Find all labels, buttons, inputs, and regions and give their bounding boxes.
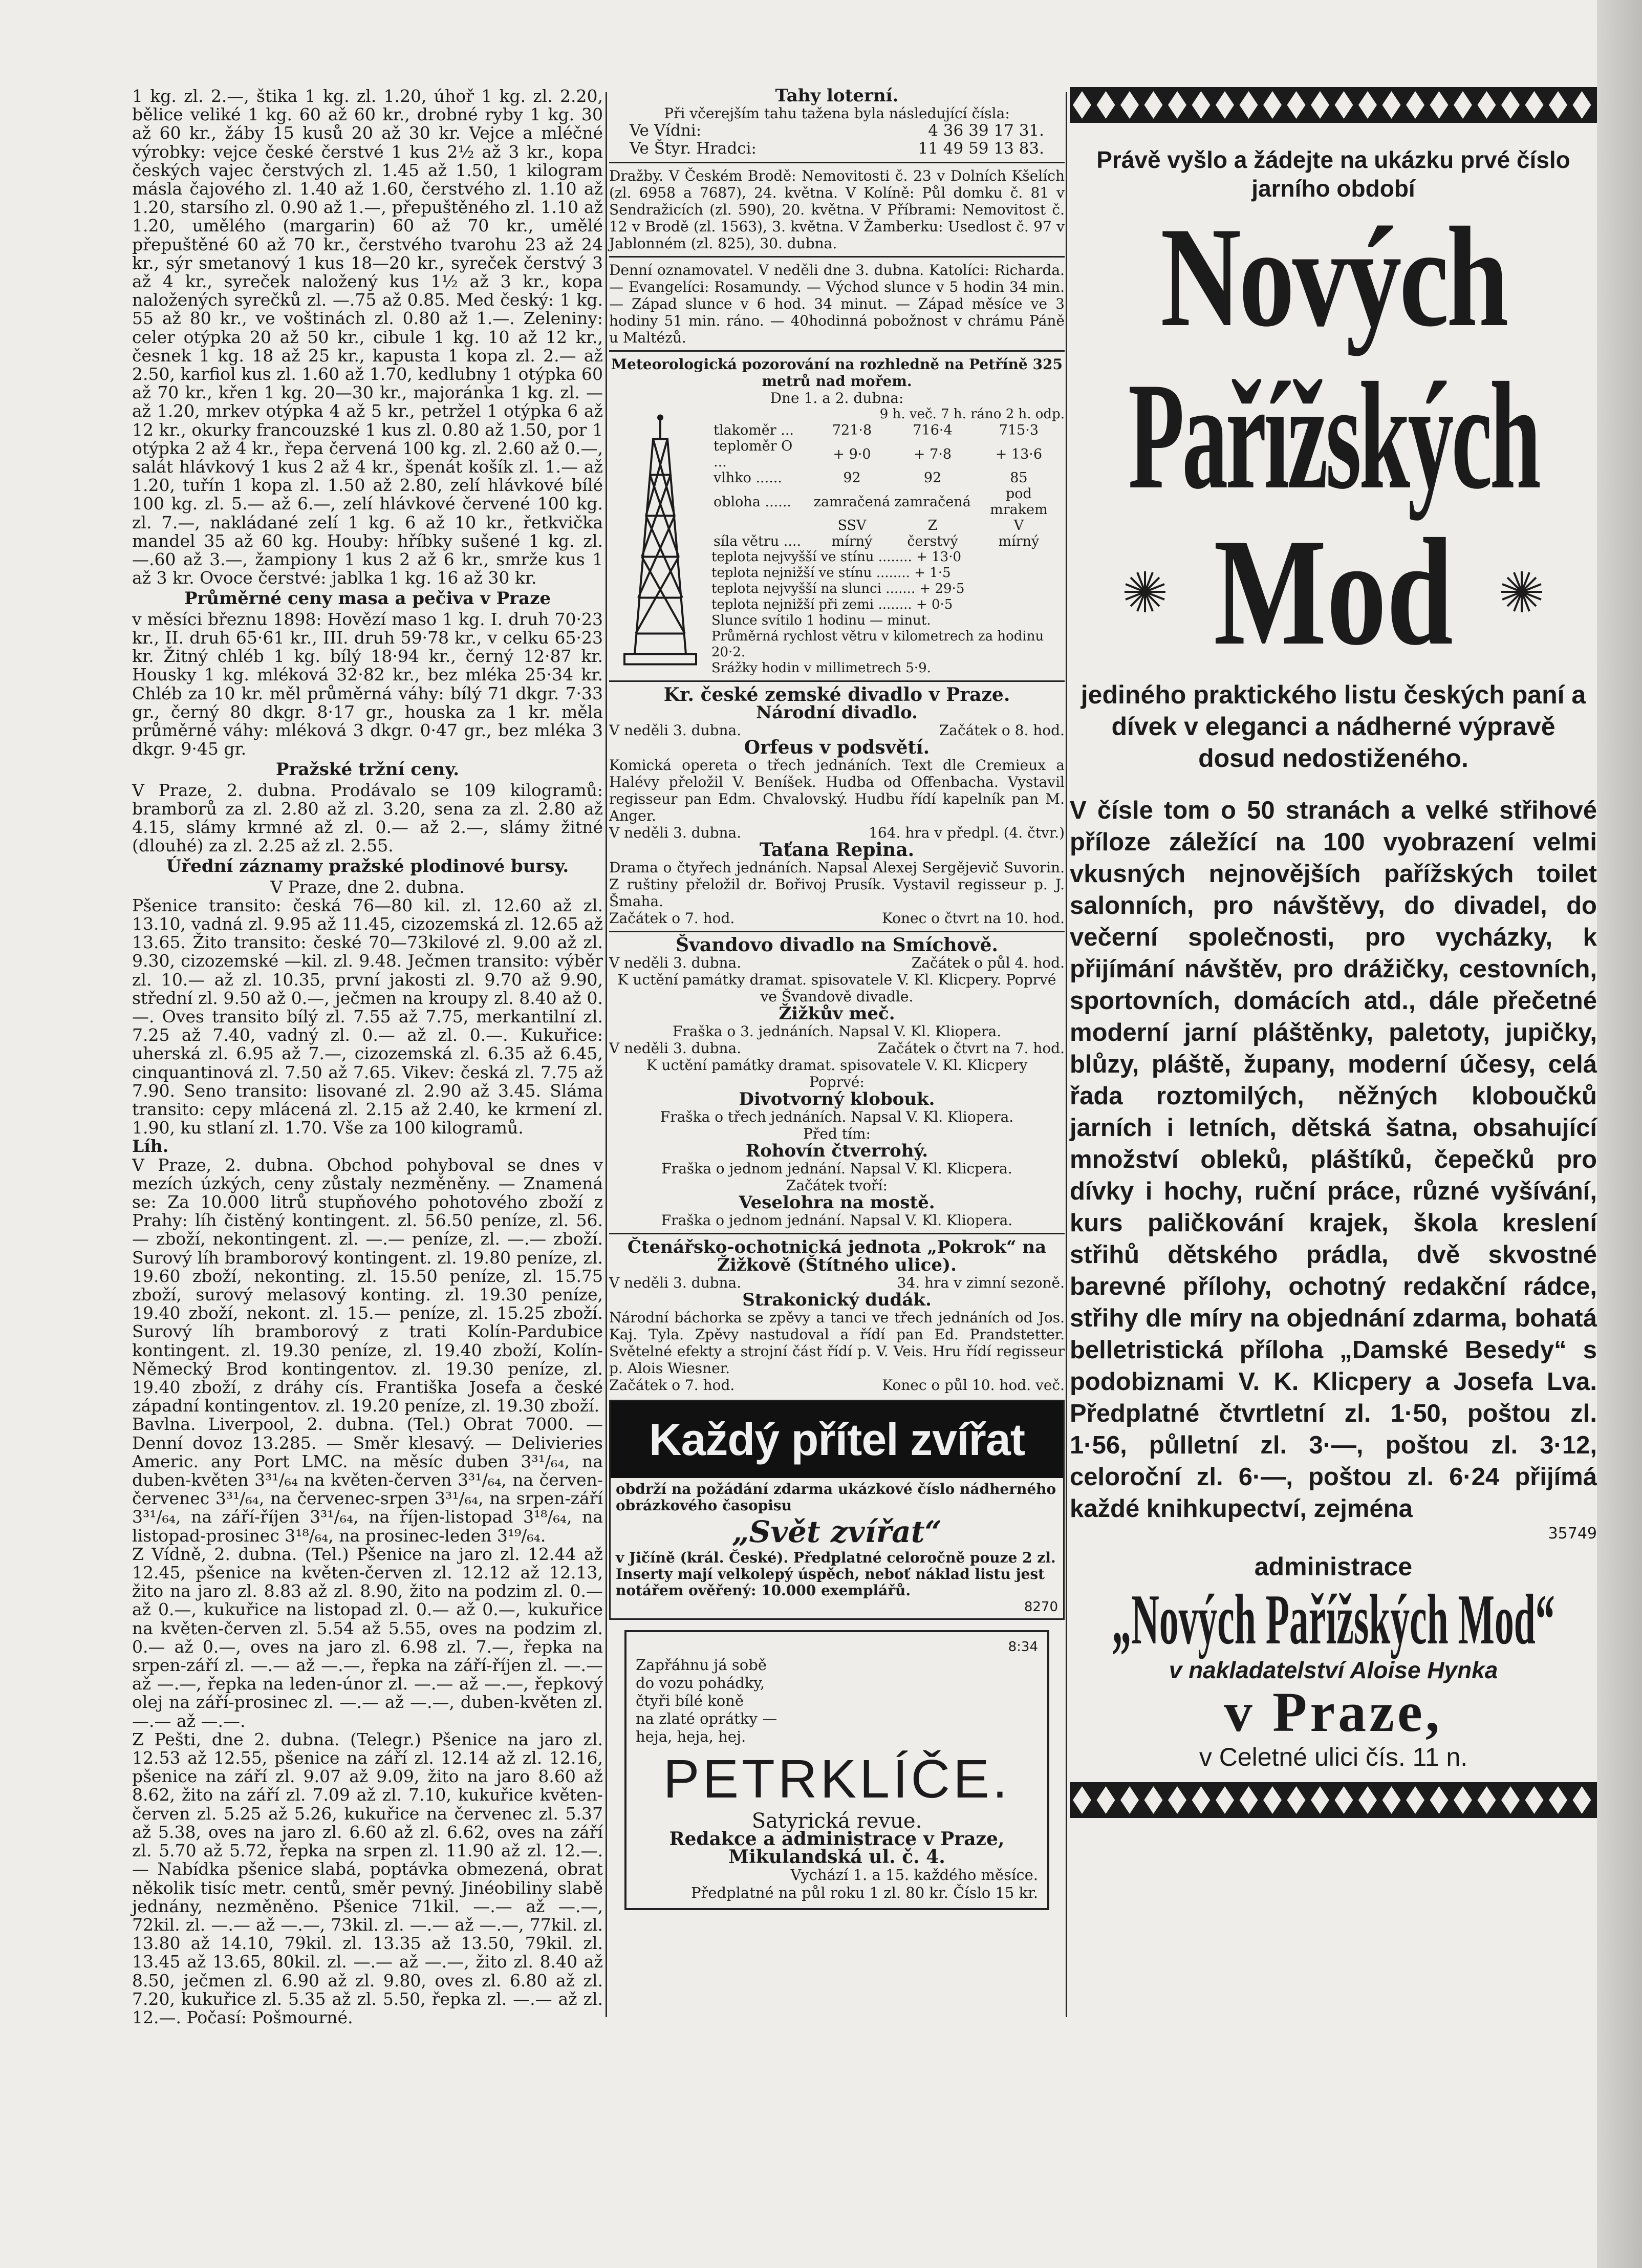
meteo-row bbox=[711, 533, 1065, 549]
show-info: 164. hra v předpl. (4. čtvr.) bbox=[869, 824, 1065, 841]
show-info: 34. hra v zimní sezoně. bbox=[897, 1274, 1065, 1291]
lottery-heading: Tahy loterní. bbox=[775, 85, 899, 106]
section-subheading: V Praze, dne 2. dubna. bbox=[270, 876, 465, 897]
ad-title: PETRKLÍČE. bbox=[663, 1749, 1011, 1809]
ad-title-word: Nových bbox=[1160, 197, 1506, 356]
ad-verse-line: na zlaté oprátky — bbox=[636, 1710, 777, 1727]
page-edge-shadow bbox=[1597, 0, 1642, 2268]
market-paragraph: Pšenice transito: česká 76—80 kil. zl. 12.60 až zl. 13.10, vadná zl. 9.95 až 11.45, cizozemská zl. 12.65 až 13.65. Žito transito: české 70—73kilové zl. 9.00 až zl. 9.30, cizozemské —kil. zl. 9.48. Ječmen transito: výběr zl. 10.— až zl. 10.35, první jakosti zl. 9.70 až 9.90, střední zl. 9.50 až 0.—, ječmen na kroupy zl. 8.40 až 0.—. Oves transito bílý zl. 7.55 až 7.75, merkantilní zl. 7.25 až 7.40, vadný zl. 0.— až zl. 0.—. Kukuřice: uherská zl. 6.95 až 7.—, cizozemská zl. 6.35 až 6.45, cinquantinová zl. 7.50 až 7.65. Vikev: česká zl. 7.75 až 7.90. Seno transito: lisované zl. 2.90 až 3.45. Sláma transito: cepy mlácená zl. 2.15 až 2.40, ke krmení zl. 1.90, ku stlaní zl. 1.70. Vše za 100 kilogramů. bbox=[132, 895, 603, 1138]
meteo-cell: 92 bbox=[843, 470, 861, 486]
starburst-icon bbox=[1125, 571, 1165, 612]
meteo-cell: + 13·6 bbox=[995, 446, 1043, 462]
market-paragraph: Bavlna. Liverpool, 2. dubna. (Tel.) Obrat 7000. — Denní dovoz 13.285. — Směr klesavý. — Delivieries Americ. any Port LMC. na měsíc duben 3³¹/₆₄, na duben-květen 3³¹/₆₄ na květen-červen 3³¹/₆₄, na červen-červenec 3³¹/₆₄, na červenec-srpen 3³¹/₆₄, na srpen-září 3³¹/₆₄, na září-říjen 3³¹/₆₄, na říjen-listopad 3¹⁸/₆₄, na listopad-prosinec 3¹⁸/₆₄, na prosinec-leden 3¹⁹/₆₄. bbox=[132, 1414, 603, 1546]
meteo-table bbox=[711, 422, 1065, 549]
ad-body bbox=[611, 1478, 1063, 1618]
market-paragraph: Z Pešti, dne 2. dubna. (Telegr.) Pšenice na jaro zl. 12.53 až 12.55, pšenice na září zl. 12.14 až zl. 12.16, pšenice na září zl. 9.07 až 9.09, žito na jaro 8.60 až 8.62, žito na září zl. 7.09 až zl. 7.10, kukuřice květen-červen zl. 5.25 až 5.26, kukuřice na červenec zl. 5.37 až 5.38, oves na jaro zl. 6.60 až zl. 6.62, oves na září zl. 5.70 až 5.72, řepka na srpen zl. 11.90 až zl. 12.—. — Nabídka pšenice slabá, poptávka obmezená, obrat několik tisíc metr. centů, směr pevný. Jinéobiliny slabě jednány, nezměněno. Pšenice 71kil. —.— až —.—, 72kil. zl. —.— až —.—, 73kil. zl. —.— až —.—, 77kil. zl. 13.80 až 14.10, 79kil. zl. 13.35 až 13.50, 79kil. zl. 13.45 až 13.65, 80kil. zl. —.— až —.—, žito zl. 8.40 až 8.50, ječmen zl. 6.90 až zl. 9.80, oves zl. 6.80 až zl. 7.20, kukuřice zl. 5.35 až zl. 5.50, řepka zl. —.— až zl. 12.—. Počasí: Pošmourné. bbox=[132, 1729, 603, 2027]
meteo-heading: Meteorologická pozorování na rozhledně na Petříně 325 metrů nad mořem. bbox=[611, 356, 1063, 390]
section-heading: Líh. bbox=[132, 1136, 169, 1157]
show-note: Před tím: bbox=[803, 1125, 871, 1142]
meteo-cell: 85 bbox=[1010, 470, 1028, 486]
meteo-cell: 715·3 bbox=[999, 422, 1039, 438]
show-meta bbox=[609, 1040, 1065, 1057]
meteo-row bbox=[711, 438, 1065, 470]
magazine-name: „Svět zvířat“ bbox=[732, 1514, 942, 1549]
publisher-name: „Nových Pařížských Mod“ bbox=[1112, 1580, 1555, 1659]
ad-verse-line: čtyři bílé koně bbox=[636, 1692, 744, 1709]
column-rule bbox=[606, 92, 607, 2017]
daily-notice: Denní oznamovatel. V neděli dne 3. dubna. Katolíci: Richarda. — Evangelíci: Rosamundy. — Východ slunce v 5 hodin 34 min. — Západ slunce v 6 hod. 34 minut. — Západ měsíce ve 3 hodiny 51 min. ráno. — 40hodinná pobožnost v chrámu Páně u Maltézů. bbox=[609, 262, 1065, 346]
meteo-line: teplota nejvyšší ve stínu ........ + 13·0 bbox=[711, 549, 962, 565]
ad-text: obdrží na požádání zdarma ukázkové číslo nádherného obrázkového časopisu bbox=[616, 1481, 1056, 1514]
meteo-cell: zamračená bbox=[894, 494, 971, 510]
show-start: Začátek o 7. hod. bbox=[609, 910, 735, 927]
show-end: Konec o čtvrt na 10. hod. bbox=[881, 910, 1065, 927]
market-prices-column bbox=[132, 86, 603, 2027]
meteo-cell: SSV bbox=[837, 518, 867, 533]
meteo-cell: + 9·0 bbox=[833, 446, 871, 462]
lottery-numbers: 4 36 39 17 31. bbox=[928, 121, 1044, 140]
meteo-line: Srážky hodin v millimetrech 5·9. bbox=[711, 660, 931, 676]
divider bbox=[609, 680, 1065, 682]
meteo-cell: V bbox=[1013, 518, 1024, 533]
ad-administration: administrace bbox=[1254, 1552, 1413, 1581]
meteo-extra bbox=[711, 549, 1065, 676]
divider bbox=[609, 1233, 1065, 1234]
meteo-cell: zamračená bbox=[813, 494, 891, 510]
meteo-row bbox=[711, 518, 1065, 533]
divider bbox=[609, 931, 1065, 932]
section-heading: Průměrné ceny masa a pečiva v Praze bbox=[184, 588, 551, 609]
show-note: Začátek tvoří: bbox=[786, 1177, 888, 1194]
divider bbox=[609, 256, 1065, 258]
lottery-numbers: 11 49 59 13 83. bbox=[918, 139, 1044, 158]
ad-price: Předplatné na půl roku 1 zl. 80 kr. Číslo 15 kr. bbox=[690, 1884, 1038, 1901]
lottery-subheading: Při včerejším tahu tažena byla následující čísla: bbox=[664, 105, 1010, 122]
meteo-row bbox=[711, 422, 1065, 438]
show-subtitle: Fraška o jednom jednání. Napsal V. Kl. Kliopera. bbox=[661, 1212, 1013, 1229]
ornamental-border bbox=[1070, 1782, 1597, 1818]
lottery-row bbox=[609, 140, 1065, 158]
show-title: Žižkův meč. bbox=[779, 1003, 895, 1024]
show-description: Drama o čtyřech jednáních. Napsal Alexej Sergějevič Suvorin. Z ruštiny přeložil dr. Bořivoj Prusík. Vystavil regisseur p. J. Šmaha. bbox=[609, 859, 1065, 910]
meteo-cell: Z bbox=[927, 518, 938, 533]
ad-number: 8:34 bbox=[1008, 1639, 1038, 1655]
svanda-theatre-heading: Švandovo divadlo na Smíchově. bbox=[676, 934, 998, 956]
meteo-block bbox=[609, 406, 1065, 676]
meteo-cell: vlhko ...... bbox=[714, 470, 782, 486]
show-meta bbox=[609, 910, 1065, 927]
lottery-city: Ve Štyr. Hradci: bbox=[630, 139, 757, 158]
national-theatre-heading: Národní divadlo. bbox=[755, 702, 918, 723]
meteo-cell: teploměr O ... bbox=[714, 438, 793, 470]
market-paragraph: V Praze, 2. dubna. Prodávalo se 109 kilogramů: bramborů za zl. 2.80 až zl. 3.20, sena za zl. 2.80 až 4.15, slámy krmné až zl. 0.— až 2.—, slámy žitné (dlouhé) za zl. 2.25 až zl. 2.55. bbox=[132, 780, 603, 856]
show-description: K uctění památky dramat. spisovatele V. Kl. Klicpery bbox=[646, 1057, 1028, 1074]
show-meta bbox=[609, 1274, 1065, 1291]
section-heading: Pražské tržní ceny. bbox=[275, 759, 460, 780]
ad-lead: Právě vyšlo a žádejte na ukázku prvé číslo jarního období bbox=[1096, 146, 1570, 202]
meteo-cell: pod mrakem bbox=[990, 486, 1048, 518]
meteo-cell: 716·4 bbox=[913, 422, 953, 438]
meteo-cell: mírný bbox=[998, 533, 1040, 549]
lottery-city: Ve Vídni: bbox=[630, 121, 702, 140]
show-description: K uctění památky dramat. spisovatele V. Kl. Klicpery. Poprvé ve Švandově divadle. bbox=[617, 971, 1056, 1005]
show-title: Taťana Repina. bbox=[759, 839, 915, 861]
theatre-heading: Kr. české zemské divadlo v Praze. bbox=[663, 684, 1010, 705]
notices-column bbox=[609, 87, 1065, 2043]
meteo-cell: obloha ...... bbox=[714, 494, 791, 510]
show-date: V neděli 3. dubna. bbox=[609, 954, 742, 971]
section-heading: Úřední záznamy pražské plodinové bursy. bbox=[166, 856, 569, 877]
ad-title-word: Mod bbox=[1214, 507, 1453, 677]
meteo-line: teplota nejnižší při zemi ........ + 0·5 bbox=[711, 597, 953, 612]
meteo-cell bbox=[711, 518, 812, 533]
meteo-cell: síla větru .... bbox=[714, 533, 802, 549]
show-subtitle: Fraška o třech jednáních. Napsal V. Kl. Kliopera. bbox=[660, 1108, 1014, 1125]
meteo-line: teplota nejvyšší na slunci ....... + 29·5 bbox=[711, 581, 965, 596]
meteo-cell: mírný bbox=[831, 533, 873, 549]
meteo-cell: + 7·8 bbox=[913, 446, 952, 462]
show-note: Poprvé: bbox=[809, 1074, 865, 1090]
meteo-cell: čerstvý bbox=[907, 533, 958, 549]
ad-tagline: jediného praktického listu českých paní a dívek v eleganci a nádherné výpravě dosud nedostiženého. bbox=[1081, 680, 1586, 773]
ad-headline: Každý přítel zvířat bbox=[611, 1401, 1063, 1478]
publisher-address: v Celetné ulici čís. 11 n. bbox=[1199, 1743, 1468, 1771]
petrklice-ad bbox=[624, 1630, 1049, 1910]
show-meta bbox=[609, 1377, 1065, 1394]
show-title: Rohovín čtverrohý. bbox=[745, 1141, 928, 1161]
meteo-header: 9 h. več. 7 h. ráno 2 h. odp. bbox=[879, 406, 1065, 422]
divider bbox=[609, 350, 1065, 352]
publisher-info: v nakladatelství Aloise Hynka bbox=[1169, 1657, 1498, 1683]
ornamental-border bbox=[1070, 87, 1597, 123]
ad-number: 35749 bbox=[1548, 1525, 1597, 1543]
market-paragraph: 1 kg. zl. 2.—, štika 1 kg. zl. 1.20, úhoř 1 kg. zl. 2.20, bělice veliké 1 kg. 60 až 60 kr., drobné ryby 1 kg. 30 až 60 kr., žáby 15 kusů 20 až 30 kr. Vejce a mléčné výrobky: vejce české čerstvé 1 kus 2½ až 3 kr., kopa českých vajec čerstvých zl. 1.45 až 1.50, 1 kilogram másla čajového zl. 1.40 až 1.60, čerstvého zl. 1.10 až 1.20, starsího zl. 0.90 až 1.—, přepuštěného zl. 1.10 až 1.20, umělého (margarin) 60 až 70 kr., umělé přepuštěné 60 až 70 kr., čerstvého tvarohu 23 až 24 kr., sýr smetanový 1 kus 18—20 kr., syreček čerstvý 3 až 4 kr., syreček naložený kus 1½ až 3 kr., kopa naložených syrečků zl. —.75 až 0.85. Med český: 1 kg. 55 až 80 kr., ve voštinách zl. 0.80 až 1.—. Zeleniny: celer otýpka 20 až 50 kr., cibule 1 kg. 10 až 12 kr., česnek 1 kg. 18 až 25 kr., kapusta 1 kopa zl. 2.— až 2.50, karfiol kus zl. 1.60 až 1.70, kedlubny 1 otýpka 60 až 70 kr., křen 1 kg. 20—30 kr., majoránka 1 kg. zl. — až 1.20, mrkev otýpka 4 až 5 kr., petržel 1 otýpka 6 až 12 kr., okurky francouzské 1 kus zl. 0.80 až 1.50, por 1 otýpka 2 až 4 kr., řepa červená 100 kg. zl. 2.60 až 0.—, salát hlávkový 1 kus 2 až 4 kr., špenát košík zl. 1.— až 1.20, tuřín 1 kopa zl. 1.50 až 2.80, zelí hlávkové bílé 100 kg. zl. 5.— až 6.—, zelí hlávkové červené 100 kg. zl. 7.—, nakládané zelí 1 kg. 6 až 10 kr., řetkvička mandel 35 až 60 kg. Houby: hříbky sušené 1 kg. zl. —.60 až 3.—, žampiony 1 kus 2 až 6 kr., smrže kus 1 až 3 kr. Ovoce čerstvé: jablka 1 kg. 16 až 30 kr. bbox=[132, 86, 603, 588]
show-description: Národní báchorka se zpěvy a tanci ve třech jednáních od Jos. Kaj. Tyla. Zpěvy nastudoval a řídí pan Ed. Prandstetter. Světelné efekty a strojní část řídí p. V. Veis. Hru řídí regisseur p. Alois Wiesner. bbox=[609, 1309, 1065, 1377]
show-start: Začátek o půl 4. hod. bbox=[911, 954, 1065, 971]
meteo-line: Slunce svítilo 1 hodinu — minut. bbox=[711, 613, 931, 628]
ad-number: 8270 bbox=[1024, 1599, 1058, 1615]
ad-verse-line: heja, heja, hej. bbox=[636, 1728, 746, 1745]
meteo-cell: tlakoměr ... bbox=[714, 422, 794, 438]
show-subtitle: Fraška o jednom jednání. Napsal V. Kl. Klicpera. bbox=[661, 1160, 1012, 1177]
show-end: Konec o půl 10. hod. več. bbox=[882, 1377, 1065, 1394]
fashion-ad-column bbox=[1070, 87, 1597, 2073]
show-title: Orfeus v podsvětí. bbox=[744, 737, 930, 758]
market-paragraph: V Praze, 2. dubna. Obchod pohyboval se dnes v mezích úzkých, ceny zůstaly nezměněny. — Znamená se: Za 10.000 litrů stupňového pohotového zboží z Prahy: líh čistěný kontingent. zl. 56.50 peníze, zl. 56.— zboží, nekontingent. zl. —.— peníze, zl. —.— zboží. Surový líh bramborový kontingent. zl. 19.80 peníze, zl. 19.60 zboží, nekonting. zl. 15.50 peníze, zl. 15.75 zboží, surový melasový konting. zl. 19.30 peníze, 19.40 zboží, nekont. zl. 15.— peníze, zl. 15.25 zboží. Surový líh bramborový z trati Kolín-Pardubice kontingent. zl. 19.30 peníze, zl. 19.40 zboží, Kolín-Německý Brod kontingentov. zl. 19.30 peníze, zl. 19.40 zboží, z dráhy cís. Františka Josefa a české západní kontingentov. zl. 19.20 peníze, zl. 19.30 zboží. bbox=[132, 1154, 603, 1416]
auctions-notice: Dražby. V Českém Brodě: Nemovitosti č. 23 v Dolních Kšelích (zl. 6958 a 7687), 24. května. V Kolíně: Půl domku č. 81 v Sendražicích (zl. 590), 20. května. V Příbrami: Nemovitost č. 12 v Brodě (zl. 1563), 3. května. V Žamberku: Usedlost č. 97 v Jablonném (zl. 825), 30. dubna. bbox=[609, 167, 1065, 252]
meteo-line: teplota nejnižší ve stínu ........ + 1·5 bbox=[711, 565, 951, 581]
show-title: Divotvorný klobouk. bbox=[739, 1089, 935, 1109]
ad-text: v Jičíně (král. České). Předplatné celoročně pouze 2 zl. Inserty mají velkolepý úspěch, neboť náklad listu jest notářem ověřený: 10.000 exemplářů. bbox=[616, 1549, 1056, 1599]
show-date: V neděli 3. dubna. bbox=[609, 722, 742, 739]
meteo-data bbox=[711, 406, 1065, 676]
meteo-row bbox=[711, 470, 1065, 486]
ad-schedule: Vychází 1. a 15. každého měsíce. bbox=[790, 1866, 1038, 1884]
show-meta bbox=[609, 954, 1065, 971]
show-description: Komická opereta o třech jednáních. Text dle Cremieux a Halévy přeložil V. Beníšek. Hudba od Offenbacha. Vystavil regisseur pan Edm. Chvalovský. Hudbu řídí kapelník pan M. Anger. bbox=[609, 757, 1065, 824]
meteo-cell: 721·8 bbox=[832, 422, 872, 438]
ad-subtitle: Satyrická revue. bbox=[751, 1809, 922, 1833]
starburst-icon bbox=[1501, 571, 1542, 612]
meteo-subheading: Dne 1. a 2. dubna: bbox=[770, 390, 904, 406]
meteo-cell: 92 bbox=[923, 470, 942, 486]
pokrok-heading: Čtenářsko-ochotnická jednota „Pokrok“ na Žižkově (Štítného ulice). bbox=[627, 1237, 1047, 1275]
ad-title-row bbox=[1070, 507, 1597, 677]
meteo-row bbox=[711, 486, 1065, 518]
ad-address: Mikulandská ul. č. 4. bbox=[728, 1846, 945, 1868]
show-start: Začátek o čtvrt na 7. hod. bbox=[877, 1040, 1065, 1057]
market-paragraph: Z Vídně, 2. dubna. (Tel.) Pšenice na jaro zl. 12.44 až 12.45, pšenice na květen-červen zl. 12.12 až 12.13, žito na jaro zl. 8.83 až zl. 8.90, žito na podzim zl. 0.— až 0.—, kukuřice na listopad zl. 0.— až 0.—, kukuřice na květen-červen zl. 5.54 až 5.55, oves na podzim zl. 0.— až 0.—, oves na jaro zl. 6.98 zl. 7.—, řepka na srpen-září zl. —.— až —.—, řepka na září-říjen zl. —.— až —.—, řepka na leden-únor zl. —.— až —.—, řepkový olej na září-prosinec zl. —.— až —.—, duben-květen zl. —.— až —.—. bbox=[132, 1544, 603, 1731]
ad-address: Redakce a administrace v Praze, bbox=[669, 1828, 1005, 1850]
ad-title-word: Pařížských bbox=[1128, 351, 1539, 521]
show-date: V neděli 3. dubna. bbox=[609, 1274, 742, 1291]
show-subtitle: Fraška o 3. jednáních. Napsal V. Kl. Kliopera. bbox=[672, 1023, 1002, 1040]
show-date: V neděli 3. dubna. bbox=[609, 824, 742, 841]
ad-verse-line: Zapřáhnu já sobě bbox=[636, 1656, 767, 1674]
show-start: Začátek o 8. hod. bbox=[939, 722, 1065, 739]
divider bbox=[609, 162, 1065, 163]
show-date: V neděli 3. dubna. bbox=[609, 1040, 742, 1057]
ad-body: V čísle tom o 50 stranách a velké střihové příloze záležící na 100 vyobrazení velmi vkusných nejnovějších pařížských toilet salonních, pro návštěvy, do divadel, do večerní společnosti, pro vycházky, k přijímání návštěv, pro drážičky, cestovních, sportovních, domácích atd., dále přečetné moderní jarní pláštěnky, paletoty, jupičky, blůzy, pláště, župany, moderní účesy, celá řada roztomilých, něžných kloboučků jarních i letních, dětská šatna, obsahující množství obleků, pláštíků, čepečků pro dívky i hochy, ruční práce, různé vyšívání, kurs paličkování krajek, škola kreslení střihů dětského prádla, dvě skvostné barevné přílohy, ochotný redakční rádce, střihy dle míry na objednání zdarma, bohatá belletristická příloha „Damské Besedy“ s podobiznami V. K. Klicpery a Josefa Lva. Předplatné čtvrtletní zl. 1·50, poštou zl. 1·56, půlletní zl. 3·—, poštou zl. 3·12, celoroční zl. 6·—, poštou zl. 6·24 přijímá každé knihkupectví, zejména bbox=[1070, 797, 1597, 1523]
show-title: Veselohra na mostě. bbox=[739, 1192, 935, 1213]
petrin-tower-icon bbox=[609, 406, 711, 676]
show-start: Začátek o 7. hod. bbox=[609, 1377, 735, 1394]
animal-magazine-ad bbox=[609, 1400, 1065, 1620]
ad-verse-line: do vozu pohádky, bbox=[636, 1674, 765, 1692]
meteo-line: Průměrná rychlost větru v kilometrech za hodinu 20·2. bbox=[711, 629, 1044, 660]
show-title: Strakonický dudák. bbox=[742, 1290, 932, 1310]
market-paragraph: v měsíci březnu 1898: Hovězí maso 1 kg. I. druh 70·23 kr., II. druh 65·61 kr., III. druh 59·78 kr., v celku 65·23 kr. Žitný chléb 1 kg. bílý 18·94 kr., černý 12·87 kr. Housky 1 kg. mléková 32·82 kr., bez mléka 25·34 kr. Chléb za 10 kr. měl průměrná váhy: bílý 71 dkgr. 7·33 gr., černý 80 dkgr. 8·17 gr., houska za 1 kr. měla průměrné váhy: mléková 3 dkgr. 0·47 gr., bez mléka 3 dkgr. 9·45 gr. bbox=[132, 609, 603, 759]
lottery-row bbox=[609, 122, 1065, 140]
publisher-city: v Praze, bbox=[1224, 1681, 1443, 1743]
